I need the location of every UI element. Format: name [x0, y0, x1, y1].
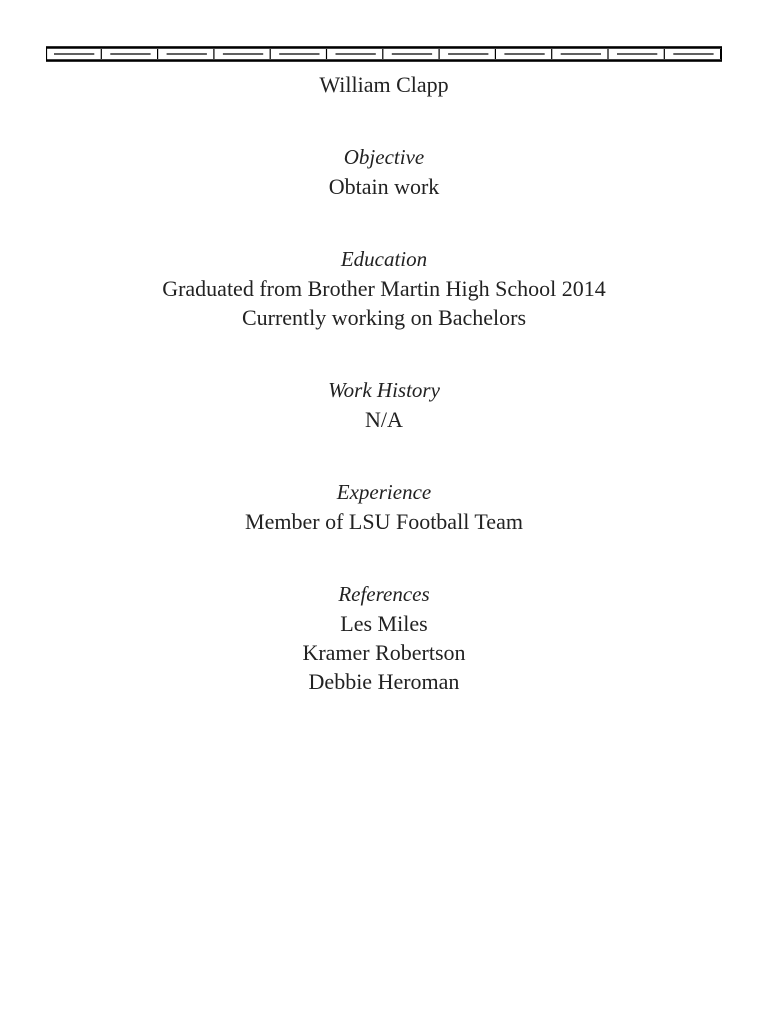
- section-heading-experience: Experience: [336, 480, 432, 504]
- section-experience: [0, 478, 768, 536]
- work-history-text: N/A: [365, 407, 403, 432]
- section-heading-education: Education: [340, 247, 428, 271]
- education-line: Graduated from Brother Martin High School 2014: [162, 276, 606, 301]
- applicant-name: William Clapp: [319, 72, 449, 97]
- section-work-history: [0, 376, 768, 434]
- resume-document: [0, 70, 768, 696]
- section-objective: [0, 143, 768, 201]
- border-pattern-graphic: [46, 46, 722, 62]
- section-heading-references: References: [338, 582, 430, 606]
- education-line: Currently working on Bachelors: [241, 305, 527, 330]
- objective-text: Obtain work: [328, 174, 440, 199]
- reference-entry: Les Miles: [340, 611, 428, 636]
- section-heading-work-history: Work History: [328, 378, 440, 402]
- section-references: [0, 580, 768, 696]
- reference-entry: Debbie Heroman: [308, 669, 460, 694]
- decorative-border: [46, 46, 722, 62]
- experience-text: Member of LSU Football Team: [245, 509, 523, 534]
- section-education: [0, 245, 768, 332]
- reference-entry: Kramer Robertson: [302, 640, 466, 665]
- section-heading-objective: Objective: [343, 145, 425, 169]
